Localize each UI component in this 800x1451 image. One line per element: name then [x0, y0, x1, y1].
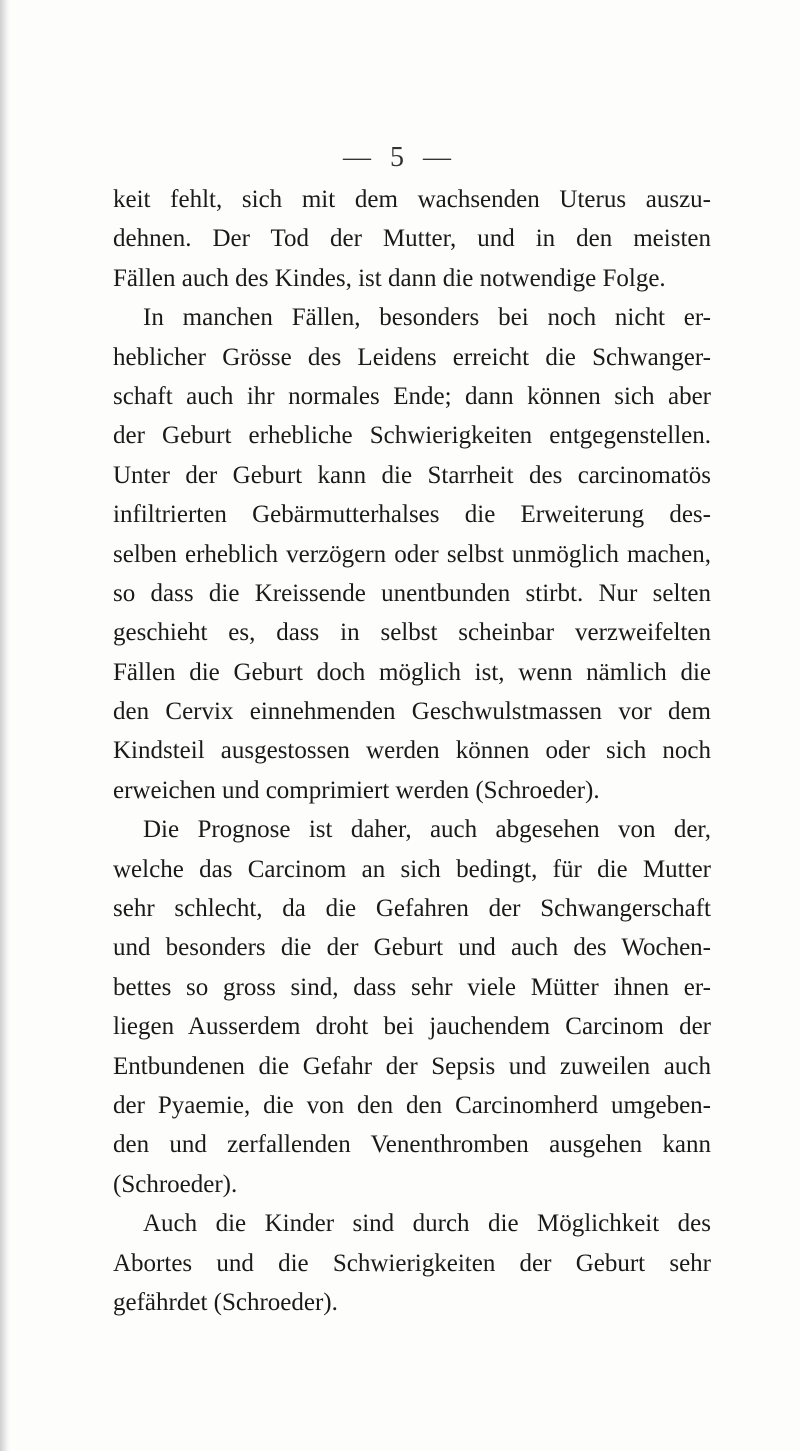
body-text [113, 180, 711, 1322]
text-line: so dass die Kreissende unentbunden stirbt. Nur selten [113, 579, 711, 607]
text-line: der Pyaemie, die von den den Carcinomherd umgeben- [113, 1091, 711, 1119]
text-line: geschieht es, dass in selbst scheinbar verzweifelten [113, 619, 711, 647]
text-line: Fällen die Geburt doch möglich ist, wenn nämlich die [113, 658, 711, 686]
text-line: Unter der Geburt kann die Starrheit des carcinomatös [113, 461, 711, 489]
text-line: der Geburt erhebliche Schwierigkeiten entgegenstellen. [113, 422, 711, 450]
text-line: Fällen auch des Kindes, ist dann die notwendige Folge. [113, 264, 666, 292]
text-line: liegen Ausserdem droht bei jauchendem Carcinom der [113, 1013, 711, 1041]
text-line: den Cervix einnehmenden Geschwulstmassen vor dem [113, 698, 711, 726]
text-line: selben erheblich verzögern oder selbst unmöglich machen, [113, 540, 711, 568]
text-line: infiltrierten Gebärmutterhalses die Erweiterung des- [113, 501, 711, 529]
page-edge-shadow [0, 0, 10, 1451]
text-line: keit fehlt, sich mit dem wachsenden Uterus auszu- [113, 186, 711, 213]
text-line: gefährdet (Schroeder). [113, 1288, 338, 1316]
text-line: Auch die Kinder sind durch die Möglichkeit des [143, 1210, 711, 1238]
text-line: sehr schlecht, da die Gefahren der Schwangerschaft [113, 895, 711, 923]
page-number: — 5 — [343, 142, 457, 173]
text-line: Kindsteil ausgestossen werden können oder sich noch [113, 737, 711, 765]
text-line: welche das Carcinom an sich bedingt, für die Mutter [113, 855, 711, 883]
text-line: den und zerfallenden Venenthromben ausgehen kann [113, 1131, 711, 1159]
text-line: dehnen. Der Tod der Mutter, und in den meisten [113, 225, 711, 253]
text-line: Abortes und die Schwierigkeiten der Geburt sehr [113, 1249, 711, 1277]
text-line: schaft auch ihr normales Ende; dann können sich aber [113, 382, 711, 410]
text-line: (Schroeder). [113, 1170, 238, 1198]
text-line: und besonders die der Geburt und auch des Wochen- [113, 934, 711, 962]
text-line: erweichen und comprimiert werden (Schroeder). [113, 776, 600, 804]
text-line: In manchen Fällen, besonders bei noch nicht er- [143, 304, 711, 332]
text-line: bettes so gross sind, dass sehr viele Mütter ihnen er- [113, 973, 711, 1001]
text-line: Die Prognose ist daher, auch abgesehen von der, [143, 816, 711, 844]
text-line: heblicher Grösse des Leidens erreicht die Schwanger- [113, 343, 711, 371]
text-line: Entbundenen die Gefahr der Sepsis und zuweilen auch [113, 1052, 711, 1080]
